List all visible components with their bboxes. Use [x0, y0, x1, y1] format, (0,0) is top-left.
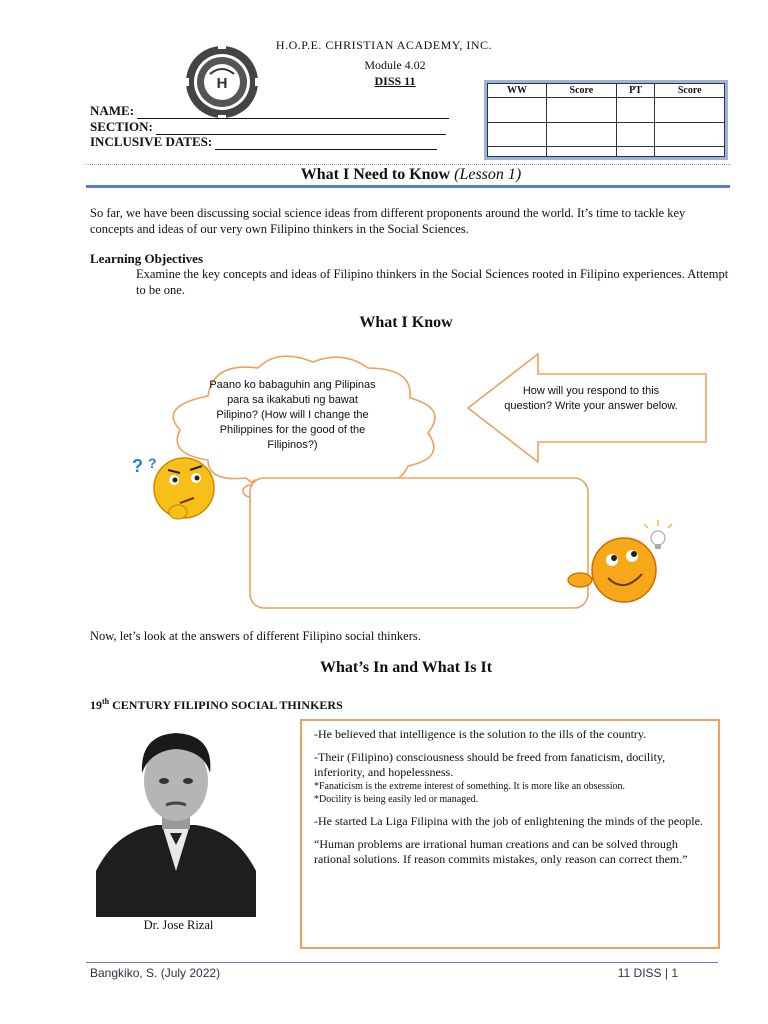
score-header-pt: PT: [616, 84, 655, 98]
info-point: -Their (Filipino) consciousness should be freed from fanaticism, docility, inferiority, and hopelessness.: [314, 750, 666, 779]
info-point: -He started La Liga Filipina with the job of enlightening the minds of the people.: [314, 814, 703, 828]
section-field[interactable]: [90, 119, 446, 135]
score-cell[interactable]: [488, 147, 547, 157]
intro-paragraph: So far, we have been discussing social science ideas from different proponents around the world. It’s time to tackle key concepts and ideas of our very own Filipino thinkers in the Social Sciences.: [90, 206, 686, 236]
rizal-portrait: [96, 721, 256, 917]
lightbulb-icon: [644, 520, 672, 549]
rizal-info-box: [300, 719, 720, 949]
info-point: -He believed that intelligence is the solution to the ills of the country.: [314, 727, 647, 741]
module-number: Module 4.02: [364, 58, 426, 72]
section-title-whats-in: What’s In and What Is It: [319, 659, 493, 676]
score-cell[interactable]: [547, 147, 617, 157]
subheading-sup: th: [102, 697, 110, 706]
score-cell[interactable]: [547, 98, 617, 123]
subheading-num: 19: [90, 698, 102, 712]
score-header-score: Score: [547, 84, 617, 98]
name-field[interactable]: [90, 103, 449, 119]
score-cell[interactable]: [655, 98, 725, 123]
subheading-text: CENTURY FILIPINO SOCIAL THINKERS: [109, 698, 343, 712]
dates-line[interactable]: [215, 137, 437, 150]
info-note: *Fanaticism is the extreme interest of something. It is more like an obsession.: [314, 781, 626, 792]
rizal-quote: “Human problems are irrational human creations and can be solved through rational solutions. If reason commits mistakes, only reason can correct them.”: [314, 837, 688, 866]
dates-field[interactable]: [90, 134, 437, 150]
score-header-ww: WW: [488, 84, 547, 98]
section-label: SECTION:: [90, 119, 153, 134]
section-title-what-i-know: What I Know: [359, 314, 453, 331]
footer-page-number: 11 DISS | 1: [617, 966, 678, 980]
subject-code: DISS 11: [374, 74, 416, 88]
objectives-heading: Learning Objectives: [90, 251, 204, 266]
score-cell[interactable]: [655, 147, 725, 157]
name-line[interactable]: [137, 106, 449, 119]
svg-text:?: ?: [148, 455, 157, 471]
score-cell[interactable]: [616, 122, 655, 147]
score-header-score2: Score: [655, 84, 725, 98]
score-cell[interactable]: [616, 98, 655, 123]
transition-text: Now, let’s look at the answers of different Filipino social thinkers.: [90, 629, 421, 643]
cloud-question: Paano ko babaguhin ang Pilipinas para sa ikakabuti ng bawat Pilipino? (How will I change the Philippines for the good of the Filipinos?): [209, 379, 376, 451]
footer-author: Bangkiko, S. (July 2022): [90, 966, 221, 980]
thinking-emoji-icon: [132, 455, 214, 519]
objectives-text: Examine the key concepts and ideas of Filipino thinkers in the Social Sciences rooted in Filipino experiences. Attempt to be one.: [136, 267, 729, 297]
header-divider: [86, 164, 731, 165]
svg-text:H: H: [216, 75, 228, 92]
score-cell[interactable]: [488, 122, 547, 147]
score-table: [484, 80, 728, 160]
svg-text:?: ?: [132, 456, 143, 476]
photo-caption: Dr. Jose Rizal: [143, 918, 214, 932]
section-title-need-to-know: [0, 166, 768, 184]
lesson-label: (Lesson 1): [454, 166, 522, 183]
section-title-text: What I Need to Know: [300, 166, 451, 183]
title-underline: [86, 185, 730, 188]
name-label: NAME:: [90, 103, 135, 118]
score-cell[interactable]: [488, 98, 547, 123]
answer-box: [250, 478, 588, 608]
footer-divider: [86, 962, 718, 963]
dates-label: INCLUSIVE DATES:: [90, 134, 213, 149]
school-name: H.O.P.E. CHRISTIAN ACADEMY, INC.: [275, 38, 493, 52]
info-note: *Docility is being easily led or managed.: [314, 794, 479, 805]
score-cell[interactable]: [547, 122, 617, 147]
score-cell[interactable]: [616, 147, 655, 157]
score-cell[interactable]: [655, 122, 725, 147]
arrow-instruction: How will you respond to this question? Write your answer below.: [504, 385, 678, 412]
subheading-19th-century: [90, 697, 343, 713]
